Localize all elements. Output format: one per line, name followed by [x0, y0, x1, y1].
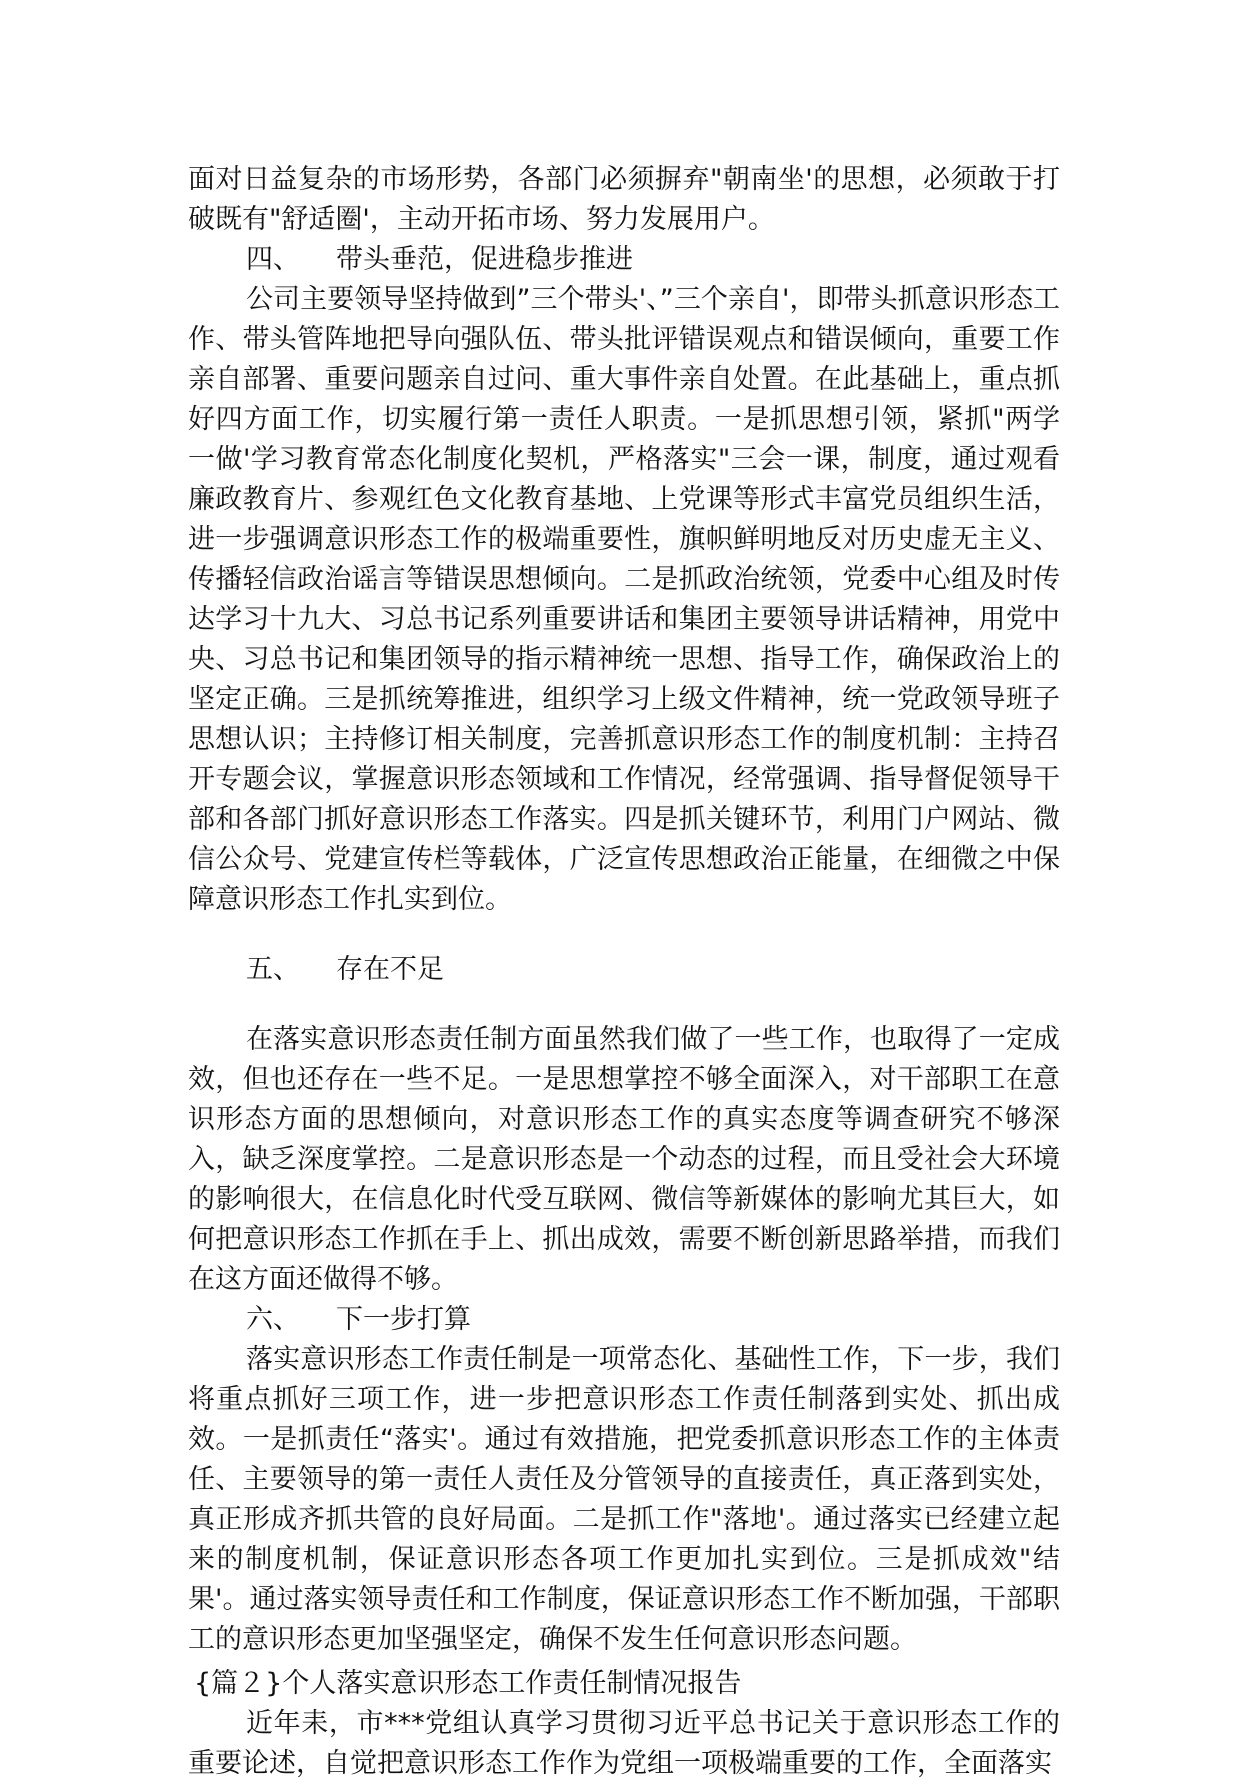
section-number: 五、 — [246, 954, 300, 985]
section-5-paragraph: 在落实意识形态责任制方面虽然我们做了一些工作，也取得了一定成效，但也还存在一些不足。一是思想掌控不够全面深入，对干部职工在意识形态方面的思想倾向，对意识形态工作的真实态度等调查研究不够深入，缺乏深度掌控。二是意识形态是一个动态的过程，而且受社会大环境的影响很大，在信息化时代受互联网、微信等新媒体的影响尤其巨大，如何把意识形态工作抓在手上、抓出成效，需要不断创新思路举措，而我们在这方面还做得不够。 — [188, 1024, 1060, 1295]
section-heading-6 — [188, 1300, 1060, 1340]
section-6-paragraph: 落实意识形态工作责任制是一项常态化、基础性工作，下一步，我们将重点抓好三项工作，进一步把意识形态工作责任制落到实处、抓出成效。一是抓责任“落实'。通过有效措施，把党委抓意识形态工作的主体责任、主要领导的第一责任人责任及分管领导的直接责任，真正落到实处，真正形成齐抓共管的良好局面。二是抓工作"落地'。通过落实已经建立起来的制度机制，保证意识形态各项工作更加扎实到位。三是抓成效"结果'。通过落实领导责任和工作制度，保证意识形态工作不断加强，干部职工的意识形态更加坚强坚定，确保不发生任何意识形态问题。 — [188, 1344, 1060, 1655]
section-heading-5 — [188, 950, 1060, 990]
article-2-paragraph: 近年耒，市***党组认真学习贯彻习近平总书记关于意识形态工作的重要论述，自觉把意识形态工作作为党组一项极端重要的工作，全面落实 — [188, 1708, 1060, 1779]
section-number: 六、 — [246, 1304, 300, 1335]
article-2-title: {篇２}个人落实意识形态工作责任制情况报告 — [194, 1668, 742, 1699]
section-title: 存在不足 — [336, 954, 444, 985]
section-title: 下一步打算 — [336, 1304, 471, 1335]
section-title: 带头垂范，促进稳步推进 — [336, 244, 633, 275]
document-page — [188, 160, 1060, 1784]
intro-paragraph: 面对日益复杂的市场形势，各部门必须摒弃"朝南坐'的思想，必须敢于打破既有"舒适圈'，主动开拓市场、努力发展用户。 — [188, 164, 1060, 235]
section-number: 四、 — [246, 244, 300, 275]
section-4-paragraph: 公司主要领导坚持做到”三个带头'、”三个亲自'，即带头抓意识形态工作、带头管阵地把导向强队伍、带头批评错误观点和错误倾向，重要工作亲自部署、重要问题亲自过问、重大事件亲自处置。在此基础上，重点抓好四方面工作，切实履行第一责任人职责。一是抓思想引领，紧抓"两学一做'学习教育常态化制度化契机，严格落实"三会一课，制度，通过观看廉政教育片、参观红色文化教育基地、上党课等形式丰富党员组织生活，进一步强调意识形态工作的极端重要性，旗帜鲜明地反对历史虚无主义、传播轻信政治谣言等错误思想倾向。二是抓政治统领，党委中心组及时传达学习十九大、习总书记系列重要讲话和集团主要领导讲话精神，用党中央、习总书记和集团领导的指示精神统一思想、指导工作，确保政治上的坚定正确。三是抓统筹推进，组织学习上级文件精神，统一党政领导班子思想认识；主持修订相关制度，完善抓意识形态工作的制度机制：主持召开专题会议，掌握意识形态领域和工作情况，经常强调、指导督促领导干部和各部门抓好意识形态工作落实。四是抓关键环节，利用门户网站、微信公众号、党建宣传栏等载体，广泛宣传思想政治正能量，在细微之中保障意识形态工作扎实到位。 — [188, 284, 1060, 915]
section-heading-4 — [188, 240, 1060, 280]
